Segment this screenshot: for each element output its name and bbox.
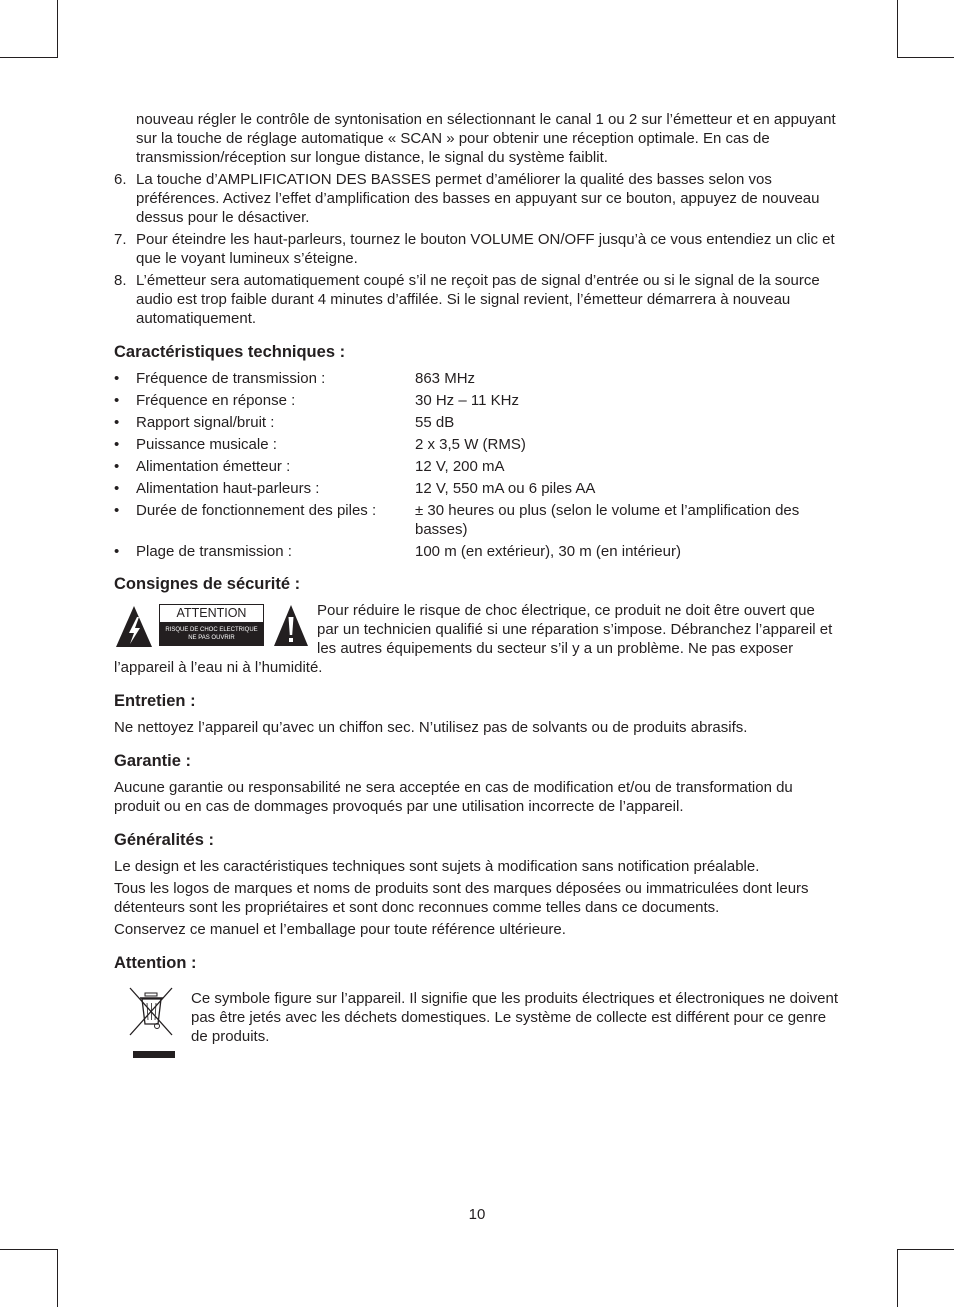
spec-label: Puissance musicale :	[136, 436, 277, 453]
spec-label: Alimentation haut-parleurs :	[136, 480, 320, 497]
item-number: 8.	[114, 272, 127, 289]
spec-row	[114, 457, 840, 476]
crop-mark	[57, 1249, 58, 1307]
maintenance-heading: Entretien :	[114, 692, 196, 710]
crop-mark	[897, 0, 898, 58]
attention-heading: Attention :	[114, 954, 197, 972]
spec-value: 2 x 3,5 W (RMS)	[415, 436, 526, 453]
bullet: •	[114, 502, 120, 519]
spec-label: Rapport signal/bruit :	[136, 414, 275, 431]
bullet: •	[114, 436, 120, 453]
bullet: •	[114, 370, 120, 387]
instruction-item	[114, 230, 840, 268]
attention-box-title: ATTENTION	[160, 605, 263, 623]
general-heading: Généralités :	[114, 831, 214, 849]
attention-box-line: NE PAS OUVRIR	[188, 635, 235, 641]
crop-mark	[897, 1249, 954, 1250]
spec-value: 12 V, 550 mA ou 6 piles AA	[415, 480, 596, 497]
crop-mark	[897, 57, 954, 58]
weee-text: Ce symbole figure sur l’appareil. Il signifie que les produits électriques et électroniques ne doivent pas être jetés avec les déchets domestiques. Le système de collecte est différent pour ce genre de produits.	[191, 990, 839, 1045]
spec-row	[114, 501, 840, 539]
spec-row	[114, 413, 840, 432]
spec-label: Fréquence en réponse :	[136, 392, 296, 409]
bullet: •	[114, 480, 120, 497]
spec-value: 100 m (en extérieur), 30 m (en intérieur)	[415, 543, 681, 560]
spec-label: Fréquence de transmission :	[136, 370, 326, 387]
general-text: Le design et les caractéristiques techniques sont sujets à modification sans notification préalable.	[114, 858, 760, 875]
crop-mark	[57, 0, 58, 58]
general-text: Tous les logos de marques et noms de produits sont des marques déposées ou immatriculées dont leurs détenteurs sont les propriétaires et sont donc reconnues comme telles dans ce documents.	[114, 880, 809, 916]
item-number: 7.	[114, 231, 127, 248]
attention-box-subtitle	[160, 623, 263, 646]
spec-label: Plage de transmission :	[136, 543, 292, 560]
item-text: L’émetteur sera automatiquement coupé s’il ne reçoit pas de signal d’entrée ou si le signal de la source audio est trop faible durant 4 minutes d’affilée. Si le signal revient, l’émetteur démarrera à nouveau automatiquement.	[136, 272, 820, 327]
spec-label: Alimentation émetteur :	[136, 458, 291, 475]
item-text: La touche d’AMPLIFICATION DES BASSES permet d’améliorer la qualité des basses selon vos préférences. Activez l’effet d’amplification des basses en appuyant sur ce bouton, appuyez de nouveau dessus pour le désactiver.	[136, 171, 820, 226]
exclamation-warning-icon	[272, 603, 310, 648]
crop-mark	[897, 1249, 898, 1307]
safety-section	[114, 601, 840, 677]
spec-row	[114, 435, 840, 454]
warranty-heading: Garantie :	[114, 752, 192, 770]
instruction-item	[114, 271, 840, 328]
spec-label: Durée de fonctionnement des piles :	[136, 502, 377, 519]
page-content	[114, 110, 840, 1069]
page-number: 10	[468, 1206, 486, 1223]
general-text: Conservez ce manuel et l’emballage pour toute référence ultérieure.	[114, 921, 566, 938]
attention-box	[159, 604, 264, 646]
crossed-bin-icon	[125, 983, 185, 1058]
bullet: •	[114, 458, 120, 475]
weee-symbol	[114, 989, 191, 1069]
weee-section	[114, 989, 840, 1069]
spec-row	[114, 479, 840, 498]
maintenance-text: Ne nettoyez l’appareil qu’avec un chiffon sec. N’utilisez pas de solvants ou de produits abrasifs.	[114, 719, 748, 736]
warranty-text: Aucune garantie ou responsabilité ne sera acceptée en cas de modification et/ou de transformation du produit ou en cas de dommages provoqués par une utilisation incorrecte de l’appareil.	[114, 779, 793, 815]
spec-row	[114, 542, 840, 561]
lightning-warning-icon	[114, 604, 154, 649]
instruction-continuation: nouveau régler le contrôle de syntonisation en sélectionnant le canal 1 ou 2 sur l’émetteur et en appuyant sur la touche de réglage automatique « SCAN » pour obtenir une réception optimale. En cas de transmission/réception sur longue distance, le signal du système faiblit.	[136, 111, 836, 166]
safety-text: Pour réduire le risque de choc électrique, ce produit ne doit être ouvert que par un technicien qualifié si une réparation s’impose. Débranchez l’appareil et les autres équipements du secteur s’il y a un problème. Ne pas exposer l’appareil à l’eau ni à l’humidité.	[114, 602, 833, 676]
bullet: •	[114, 543, 120, 560]
bullet: •	[114, 392, 120, 409]
item-number: 6.	[114, 171, 127, 188]
spec-value: 12 V, 200 mA	[415, 458, 505, 475]
spec-row	[114, 391, 840, 410]
item-text: Pour éteindre les haut-parleurs, tournez le bouton VOLUME ON/OFF jusqu’à ce vous entendiez un clic et que le voyant lumineux s’éteigne.	[136, 231, 835, 267]
spec-value: 863 MHz	[415, 370, 476, 387]
crop-mark	[0, 1249, 57, 1250]
spec-value: 55 dB	[415, 414, 455, 431]
safety-warning-label	[114, 603, 317, 651]
spec-value: ± 30 heures ou plus (selon le volume et l’amplification des basses)	[415, 502, 800, 538]
spec-row	[114, 369, 840, 388]
attention-box-line: RISQUE DE CHOC ELECTRIQUE	[165, 627, 258, 633]
specs-heading: Caractéristiques techniques :	[114, 343, 346, 361]
crop-mark	[0, 57, 57, 58]
spec-value: 30 Hz – 11 KHz	[415, 392, 519, 409]
safety-heading: Consignes de sécurité :	[114, 575, 301, 593]
bullet: •	[114, 414, 120, 431]
specs-list	[114, 369, 840, 561]
instruction-item	[114, 170, 840, 227]
